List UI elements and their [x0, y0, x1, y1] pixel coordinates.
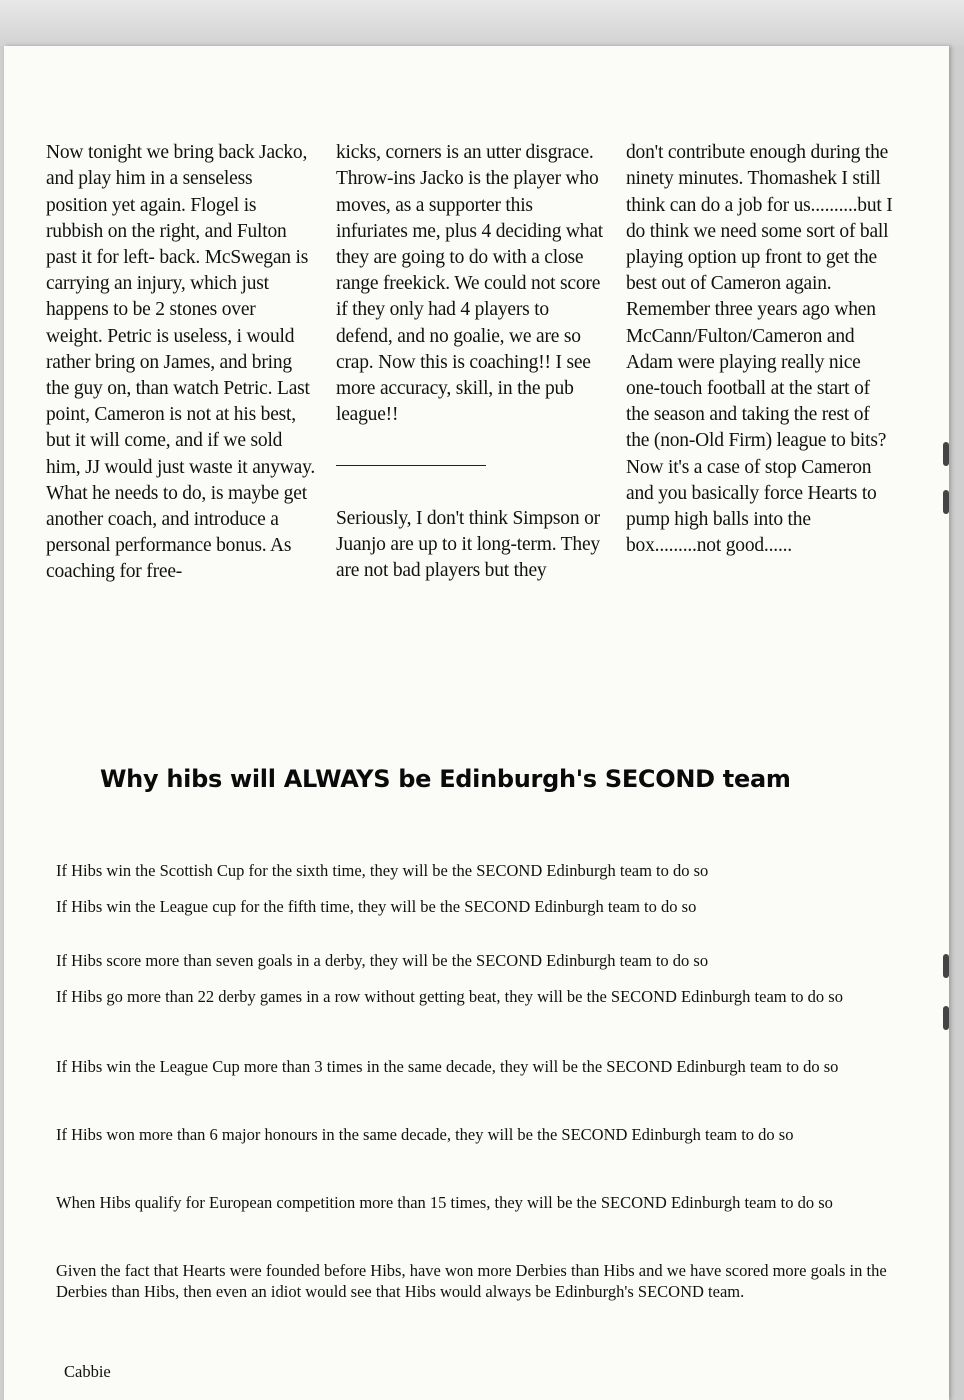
- article-paragraph: Now tonight we bring back Jacko, and play him in a senseless position yet again. Flogel is rubbish on the right, and Fulton past it for left- back. McSwegan is carrying an injury, which just happens to be 2 stones over weight. Petric is useless, i would rather bring on James, and bring the guy on, than watch Petric. Last point, Cameron is not at his best, but it will come, and if we sold him, JJ would just waste it anyway. What he needs to do, is maybe get another coach, and introduce a personal performance bonus. As coaching for free-: [46, 142, 316, 583]
- article-column-1: [46, 114, 316, 612]
- article-columns: [46, 114, 896, 612]
- statement-item: If Hibs go more than 22 derby games in a row without getting beat, they will be the SECOND Edinburgh team to do so: [56, 987, 843, 1006]
- article-paragraph: kicks, corners is an utter disgrace. Throw-ins Jacko is the player who moves, as a supporter this infuriates me, plus 4 deciding what they are going to do with a close range freekick. We could not score if they only had 4 players to defend, and no goalie, we are so crap. Now this is coaching!! I see more accuracy, skill, in the pub league!!: [336, 142, 604, 426]
- punch-hole-mark: [943, 442, 949, 466]
- section-heading: Why hibs will ALWAYS be Edinburgh's SECOND team: [100, 765, 791, 793]
- page-top-edge: [0, 0, 964, 46]
- statement-item: If Hibs win the Scottish Cup for the sixth time, they will be the SECOND Edinburgh team to do so: [56, 861, 709, 880]
- article-paragraph: Seriously, I don't think Simpson or Juanjo are up to it long-term. They are not bad players but they: [336, 507, 600, 582]
- article-column-2: [336, 114, 606, 612]
- statement-item: Given the fact that Hearts were founded before Hibs, have won more Derbies than Hibs and we have scored more goals in the Derbies than Hibs, then even an idiot would see that Hibs would always be Edinburgh's SECOND team.: [56, 1261, 887, 1301]
- statement-item: If Hibs win the League cup for the fifth time, they will be the SECOND Edinburgh team to do so: [56, 897, 697, 916]
- statement-item: If Hibs won more than 6 major honours in the same decade, they will be the SECOND Edinburgh team to do so: [56, 1125, 794, 1144]
- statement-item: If Hibs win the League Cup more than 3 times in the same decade, they will be the SECOND Edinburgh team to do so: [56, 1057, 839, 1076]
- punch-hole-mark: [943, 954, 949, 978]
- punch-hole-mark: [943, 1006, 949, 1030]
- statement-item: When Hibs qualify for European competition more than 15 times, they will be the SECOND Edinburgh team to do so: [56, 1193, 833, 1212]
- article-paragraph: don't contribute enough during the ninety minutes. Thomashek I still think can do a job for us..........but I do think we need some sort of ball playing option up front to get the best out of Cameron again. Remember three years ago when McCann/Fulton/Cameron and Adam were playing really nice one-touch football at the start of the season and taking the rest of the (non-Old Firm) league to bits? Now it's a case of stop Cameron and you basically force Hearts to pump high balls into the box.........not good......: [626, 142, 893, 557]
- article-column-3: [626, 114, 896, 612]
- author-signoff: Cabbie: [64, 1362, 111, 1381]
- section-divider: [336, 465, 486, 466]
- statement-item: If Hibs score more than seven goals in a derby, they will be the SECOND Edinburgh team to do so: [56, 951, 709, 970]
- punch-hole-mark: [943, 490, 949, 514]
